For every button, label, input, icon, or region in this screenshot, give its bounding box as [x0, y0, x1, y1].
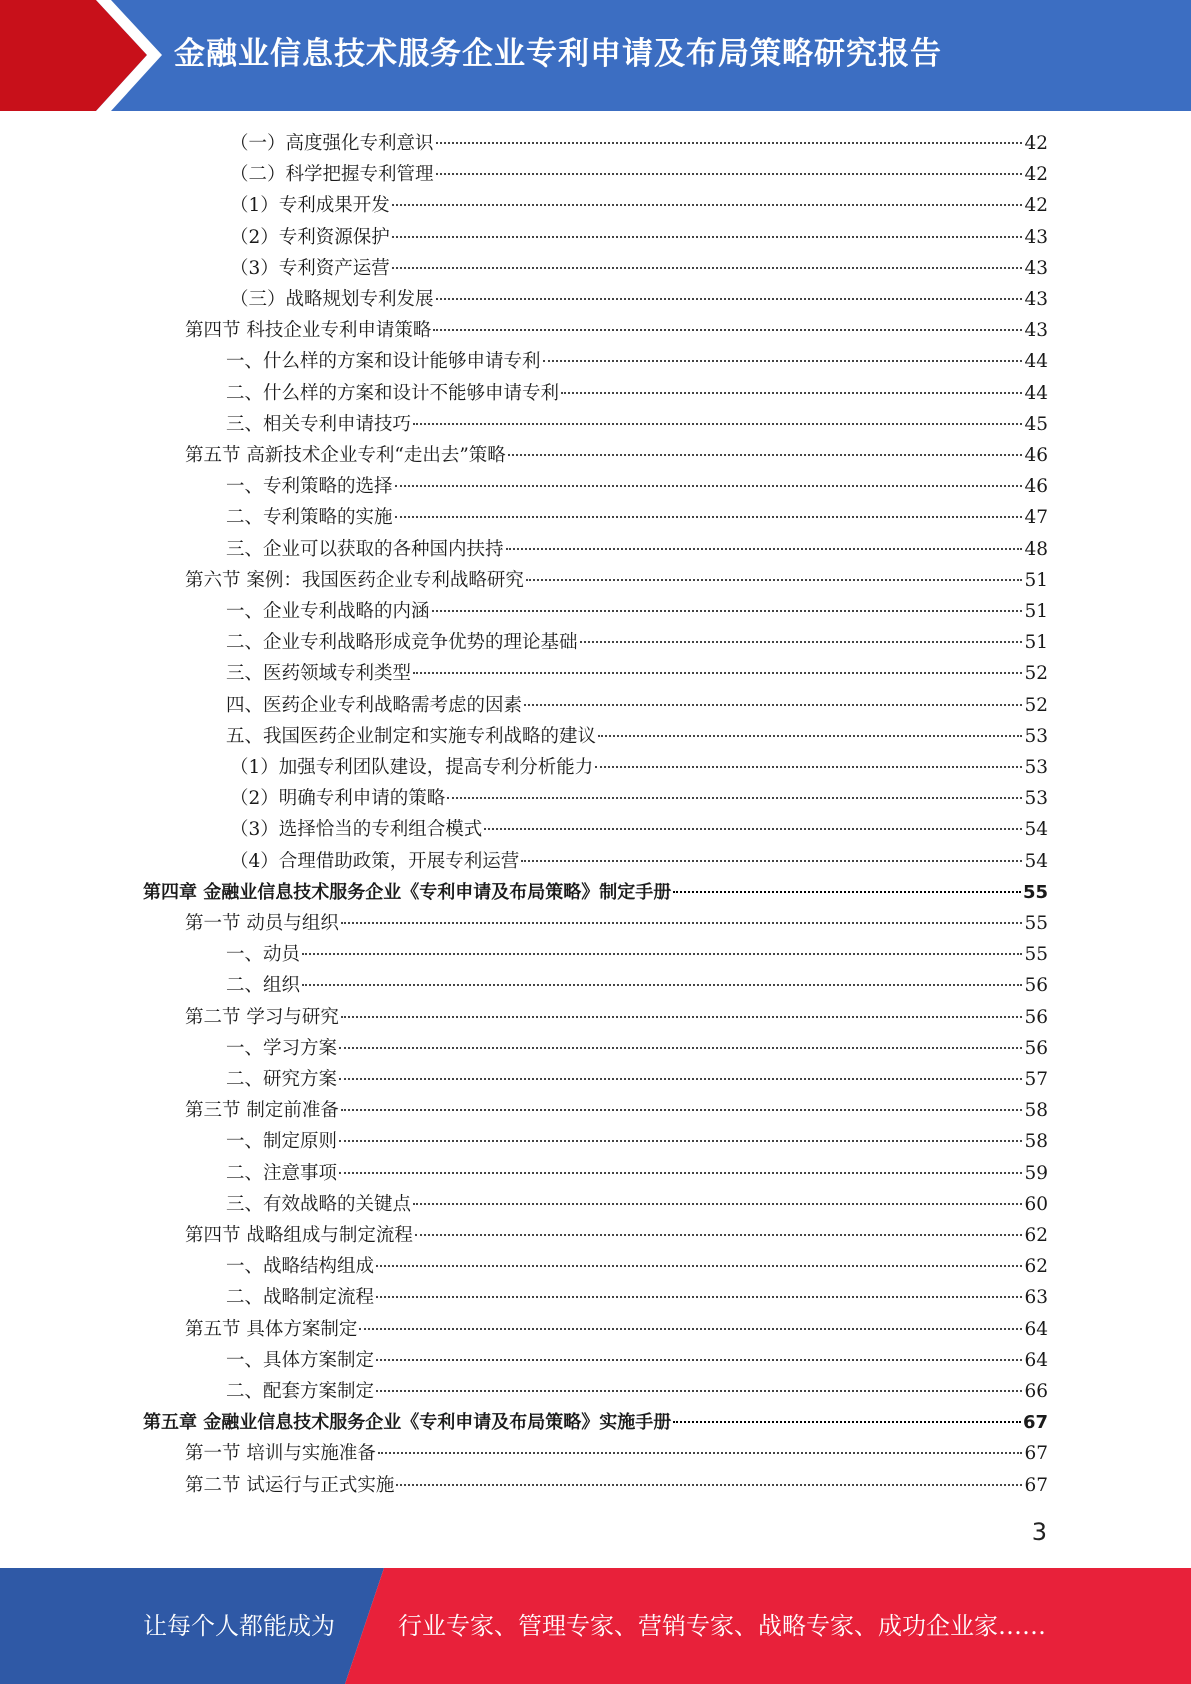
- toc-entry-label: 一、企业专利战略的内涵: [226, 601, 430, 622]
- toc-dot-leader: [524, 704, 1022, 706]
- toc-entry-page: 55: [1022, 881, 1048, 903]
- footer-slogan-right: 行业专家、管理专家、营销专家、战略专家、成功企业家……: [398, 1612, 1046, 1640]
- toc-entry-page: 66: [1024, 1381, 1048, 1402]
- toc-chapter-entry[interactable]: [143, 1407, 1048, 1438]
- toc-chapter-entry[interactable]: [143, 877, 1048, 908]
- toc-entry-label: 一、具体方案制定: [226, 1349, 375, 1371]
- toc-entry-label: 第五章 金融业信息技术服务企业《专利申请及布局策略》实施手册: [143, 1412, 672, 1434]
- toc-dot-leader: [413, 672, 1022, 674]
- toc-dot-leader: [339, 1078, 1022, 1080]
- toc-dot-leader: [413, 1203, 1022, 1205]
- toc-entry-label: 第二节 学习与研究: [185, 1006, 339, 1028]
- toc-entry-page: 67: [1024, 1474, 1048, 1496]
- toc-entry[interactable]: [230, 284, 1048, 315]
- toc-entry-page: 58: [1024, 1131, 1048, 1153]
- toc-entry-page: 64: [1024, 1349, 1048, 1371]
- toc-entry[interactable]: [185, 440, 1048, 471]
- toc-entry-label: （三）战略规划专利发展: [230, 289, 434, 310]
- toc-entry-page: 44: [1024, 382, 1048, 404]
- toc-entry-page: 45: [1024, 413, 1048, 435]
- toc-dot-leader: [673, 891, 1021, 893]
- toc-entry[interactable]: [226, 627, 1048, 658]
- toc-entry-label: 一、学习方案: [226, 1037, 338, 1059]
- toc-entry[interactable]: [226, 534, 1048, 565]
- toc-entry[interactable]: [226, 409, 1048, 440]
- toc-entry-page: 59: [1024, 1162, 1048, 1184]
- toc-dot-leader: [436, 173, 1023, 175]
- toc-entry-page: 52: [1024, 694, 1048, 716]
- toc-entry-label: 二、战略制定流程: [226, 1287, 375, 1309]
- toc-entry-label: 二、研究方案: [226, 1069, 338, 1090]
- toc-entry-page: 64: [1024, 1318, 1048, 1340]
- toc-entry-label: 一、动员: [226, 944, 301, 966]
- toc-entry-label: 二、什么样的方案和设计不能够申请专利: [226, 382, 560, 404]
- toc-dot-leader: [526, 579, 1023, 581]
- toc-entry-page: 43: [1024, 257, 1048, 279]
- toc-dot-leader: [433, 329, 1022, 331]
- toc-entry-label: 第一节 动员与组织: [185, 913, 339, 934]
- toc-entry[interactable]: [230, 253, 1048, 284]
- toc-entry-page: 53: [1024, 788, 1048, 810]
- toc-entry[interactable]: [226, 346, 1048, 377]
- toc-entry[interactable]: [230, 783, 1048, 814]
- toc-entry-page: 54: [1024, 850, 1048, 872]
- toc-entry[interactable]: [226, 690, 1048, 721]
- toc-entry[interactable]: [185, 315, 1048, 346]
- toc-entry-page: 60: [1024, 1193, 1048, 1215]
- toc-entry-label: 二、专利策略的实施: [226, 507, 393, 529]
- toc-entry-page: 51: [1024, 601, 1048, 622]
- toc-entry-page: 43: [1024, 320, 1048, 342]
- toc-entry[interactable]: [230, 128, 1048, 159]
- toc-entry[interactable]: [230, 190, 1048, 221]
- toc-dot-leader: [436, 142, 1023, 144]
- toc-entry-label: （二）科学把握专利管理: [230, 164, 434, 186]
- toc-entry-label: 一、战略结构组成: [226, 1256, 375, 1278]
- toc-entry-page: 55: [1024, 944, 1048, 966]
- toc-entry[interactable]: [226, 1189, 1048, 1220]
- toc-dot-leader: [432, 610, 1023, 612]
- toc-entry[interactable]: [226, 658, 1048, 689]
- toc-dot-leader: [561, 392, 1022, 394]
- toc-entry[interactable]: [226, 1345, 1048, 1376]
- toc-entry-page: 62: [1024, 1256, 1048, 1278]
- toc-dot-leader: [378, 1452, 1023, 1454]
- toc-dot-leader: [392, 267, 1023, 269]
- footer-slogan-left: 让每个人都能成为: [143, 1612, 335, 1640]
- toc-entry-page: 53: [1024, 725, 1048, 747]
- toc-dot-leader: [415, 1234, 1023, 1236]
- toc-entry[interactable]: [226, 970, 1048, 1001]
- toc-dot-leader: [341, 1109, 1023, 1111]
- toc-dot-leader: [341, 1016, 1023, 1018]
- toc-dot-leader: [395, 516, 1023, 518]
- report-title: 金融业信息技术服务企业专利申请及布局策略研究报告: [174, 36, 942, 72]
- toc-entry-label: （一）高度强化专利意识: [230, 133, 434, 154]
- toc-entry-page: 63: [1024, 1287, 1048, 1309]
- toc-entry-page: 51: [1024, 632, 1048, 654]
- toc-entry-page: 43: [1024, 226, 1048, 248]
- toc-entry-label: 第四节 科技企业专利申请策略: [185, 320, 432, 342]
- toc-dot-leader: [359, 1328, 1022, 1330]
- toc-entry-label: 四、医药企业专利战略需考虑的因素: [226, 694, 523, 716]
- toc-entry-label: 第四章 金融业信息技术服务企业《专利申请及布局策略》制定手册: [143, 881, 672, 903]
- toc-dot-leader: [543, 360, 1023, 362]
- toc-entry-page: 58: [1024, 1100, 1048, 1122]
- toc-entry-label: 二、配套方案制定: [226, 1381, 375, 1402]
- toc-entry[interactable]: [185, 565, 1048, 596]
- toc-entry[interactable]: [230, 159, 1048, 190]
- toc-dot-leader: [376, 1296, 1022, 1298]
- toc-entry-label: 三、有效战略的关键点: [226, 1193, 412, 1215]
- toc-entry[interactable]: [226, 939, 1048, 970]
- toc-entry[interactable]: [230, 222, 1048, 253]
- toc-dot-leader: [673, 1421, 1021, 1423]
- toc-entry[interactable]: [185, 1470, 1048, 1501]
- toc-entry[interactable]: [226, 1376, 1048, 1407]
- toc-dot-leader: [508, 454, 1023, 456]
- toc-entry[interactable]: [226, 471, 1048, 502]
- toc-entry-label: （2）明确专利申请的策略: [230, 788, 446, 810]
- toc-entry-label: （2）专利资源保护: [230, 226, 390, 248]
- toc-entry-label: 一、专利策略的选择: [226, 476, 393, 498]
- toc-entry[interactable]: [226, 1126, 1048, 1157]
- toc-dot-leader: [339, 1172, 1022, 1174]
- toc-dot-leader: [392, 236, 1023, 238]
- toc-entry-label: （1）专利成果开发: [230, 195, 390, 217]
- toc-entry[interactable]: [230, 814, 1048, 845]
- toc-entry[interactable]: [226, 1282, 1048, 1313]
- toc-dot-leader: [436, 298, 1023, 300]
- toc-entry-label: 第五节 具体方案制定: [185, 1318, 358, 1340]
- toc-entry-page: 67: [1024, 1443, 1048, 1465]
- toc-dot-leader: [341, 922, 1023, 924]
- toc-entry[interactable]: [185, 1220, 1048, 1251]
- toc-dot-leader: [521, 860, 1022, 862]
- toc-entry-page: 42: [1024, 164, 1048, 186]
- toc-entry-page: 62: [1024, 1225, 1048, 1246]
- toc-entry-label: 一、制定原则: [226, 1131, 338, 1153]
- toc-entry-label: 三、企业可以获取的各种国内扶持: [226, 538, 504, 560]
- toc-entry-label: 三、相关专利申请技巧: [226, 413, 412, 435]
- toc-entry-label: 第五节 高新技术企业专利“走出去”策略: [185, 445, 506, 466]
- toc-entry[interactable]: [226, 1033, 1048, 1064]
- toc-entry-page: 44: [1024, 351, 1048, 373]
- toc-dot-leader: [302, 984, 1022, 986]
- toc-entry-label: 第六节 案例：我国医药企业专利战略研究: [185, 569, 524, 591]
- toc-entry-label: 二、企业专利战略形成竞争优势的理论基础: [226, 632, 578, 654]
- toc-entry-label: （3）选择恰当的专利组合模式: [230, 819, 483, 841]
- toc-entry-label: 三、医药领域专利类型: [226, 663, 412, 685]
- toc-dot-leader: [598, 735, 1022, 737]
- page-footer: [0, 1568, 1191, 1684]
- toc-entry-page: 53: [1024, 757, 1048, 778]
- toc-entry[interactable]: [226, 1158, 1048, 1189]
- toc-dot-leader: [595, 766, 1022, 768]
- toc-entry-label: 五、我国医药企业制定和实施专利战略的建议: [226, 725, 597, 747]
- page-number: 3: [1031, 1518, 1047, 1546]
- toc-dot-leader: [376, 1359, 1022, 1361]
- toc-entry[interactable]: [226, 378, 1048, 409]
- toc-entry-page: 42: [1024, 133, 1048, 154]
- toc-entry-label: 第二节 试运行与正式实施: [185, 1474, 395, 1496]
- toc-entry-label: 第一节 培训与实施准备: [185, 1443, 376, 1465]
- toc-dot-leader: [396, 1484, 1022, 1486]
- toc-entry[interactable]: [230, 846, 1048, 877]
- toc-entry[interactable]: [226, 721, 1048, 752]
- toc-entry-page: 48: [1024, 538, 1048, 560]
- toc-entry[interactable]: [185, 908, 1048, 939]
- toc-entry-page: 56: [1024, 1006, 1048, 1028]
- toc-entry-page: 57: [1024, 1069, 1048, 1090]
- toc-entry-label: （3）专利资产运营: [230, 257, 390, 279]
- toc-entry-page: 55: [1024, 913, 1048, 934]
- toc-entry-label: 一、什么样的方案和设计能够申请专利: [226, 351, 541, 373]
- toc-entry-label: 第四节 战略组成与制定流程: [185, 1225, 413, 1246]
- toc-dot-leader: [506, 548, 1023, 550]
- toc-dot-leader: [413, 423, 1022, 425]
- toc-entry-page: 47: [1024, 507, 1048, 529]
- toc-entry[interactable]: [185, 1002, 1048, 1033]
- toc-entry-page: 67: [1022, 1412, 1048, 1434]
- toc-entry[interactable]: [185, 1314, 1048, 1345]
- toc-entry-page: 56: [1024, 1037, 1048, 1059]
- toc-entry[interactable]: [226, 596, 1048, 627]
- toc-entry[interactable]: [226, 1064, 1048, 1095]
- toc-entry-page: 56: [1024, 975, 1048, 997]
- toc-entry[interactable]: [230, 752, 1048, 783]
- toc-entry-page: 46: [1024, 476, 1048, 498]
- toc-dot-leader: [376, 1390, 1022, 1392]
- toc-dot-leader: [580, 641, 1023, 643]
- toc-entry-label: （1）加强专利团队建设，提高专利分析能力: [230, 757, 594, 778]
- toc-entry-label: 二、注意事项: [226, 1162, 338, 1184]
- toc-entry-page: 43: [1024, 289, 1048, 310]
- toc-dot-leader: [339, 1140, 1022, 1142]
- toc-dot-leader: [395, 485, 1023, 487]
- toc-entry[interactable]: [226, 1251, 1048, 1282]
- toc-entry-label: 第三节 制定前准备: [185, 1100, 339, 1122]
- toc-dot-leader: [376, 1265, 1022, 1267]
- toc-entry-page: 54: [1024, 819, 1048, 841]
- toc-entry-page: 51: [1024, 569, 1048, 591]
- toc-entry-page: 42: [1024, 195, 1048, 217]
- page-header: [0, 0, 1191, 111]
- toc-entry-page: 52: [1024, 663, 1048, 685]
- toc-entry[interactable]: [185, 1095, 1048, 1126]
- toc-entry-label: （4）合理借助政策，开展专利运营: [230, 850, 520, 872]
- toc-entry[interactable]: [226, 502, 1048, 533]
- toc-dot-leader: [392, 204, 1023, 206]
- toc-entry-label: 二、组织: [226, 975, 301, 997]
- toc-dot-leader: [447, 797, 1022, 799]
- toc-dot-leader: [302, 953, 1022, 955]
- toc-dot-leader: [484, 828, 1022, 830]
- toc-entry-page: 46: [1024, 445, 1048, 466]
- toc-entry[interactable]: [185, 1438, 1048, 1469]
- toc-dot-leader: [339, 1047, 1022, 1049]
